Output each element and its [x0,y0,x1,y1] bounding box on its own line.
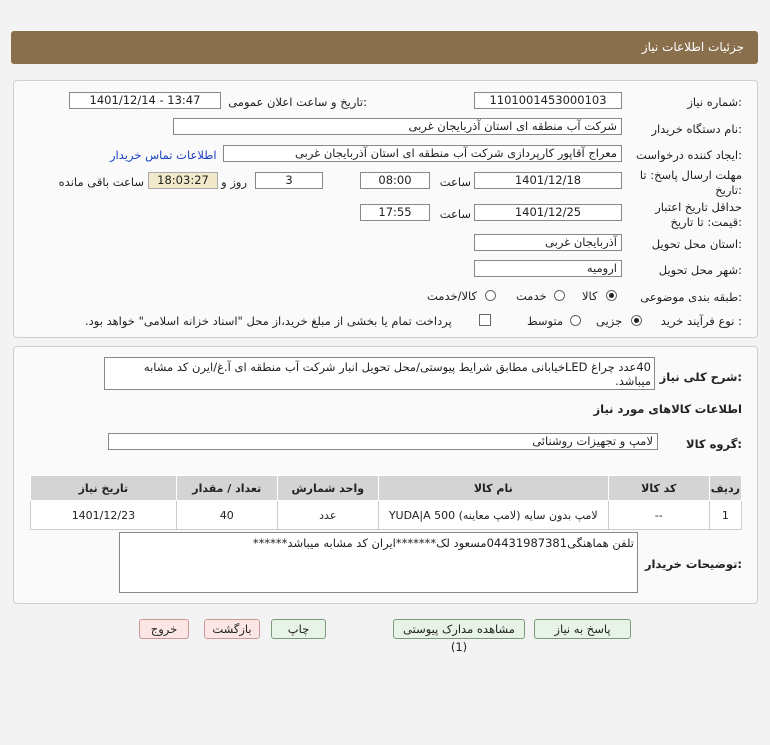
province-field: آذربایجان غربی [474,234,622,251]
cell-quantity: 40 [176,501,277,530]
col-need-date: تاریخ نیاز [31,476,177,501]
validity-date-field: 1401/12/25 [474,204,622,221]
table-row [31,501,742,530]
goods-section-title: اطلاعات کالاهای مورد نیاز [593,402,742,416]
creator-label: ایجاد کننده درخواست: [636,148,742,162]
days-field: 3 [255,172,323,189]
buyer-org-label: نام دستگاه خریدار: [651,122,742,136]
description-label: شرح کلی نیاز: [659,370,742,384]
deadline-label-2: تاریخ: [715,183,742,197]
announce-label: تاریخ و ساعت اعلان عمومی: [228,95,367,109]
process-radio-minor[interactable] [631,315,642,326]
print-button[interactable]: چاپ [271,619,326,639]
validity-time-field: 17:55 [360,204,430,221]
category-option-goods: کالا [582,289,598,303]
category-option-goods-service: کالا/خدمت [427,289,478,303]
page-title: جزئیات اطلاعات نیاز [641,40,744,54]
col-quantity: تعداد / مقدار [176,476,277,501]
process-radio-medium[interactable] [570,315,581,326]
col-row: ردیف [709,476,741,501]
cell-need-date: 1401/12/23 [31,501,177,530]
deadline-time-label: ساعت [439,175,471,189]
buyer-notes-label: توضیحات خریدار: [644,557,742,571]
buyer-notes-field [119,532,638,593]
reply-button[interactable]: پاسخ به نیاز [534,619,631,639]
deadline-label-1: مهلت ارسال پاسخ: تا [639,168,742,182]
cell-code: -- [608,501,709,530]
city-label: شهر محل تحویل: [658,263,742,277]
cell-name: لامپ بدون سایه (لامپ معاینه) YUDA|A 500 [378,501,608,530]
col-name: نام کالا [378,476,608,501]
process-option-minor: جزیی [596,314,623,328]
treasury-payment-note: پرداخت تمام یا بخشی از مبلغ خرید،از محل "اسناد خزانه اسلامی" خواهد بود. [85,314,452,328]
days-label: روز و [221,175,247,189]
treasury-payment-checkbox[interactable] [479,314,491,326]
province-label: استان محل تحویل: [651,237,742,251]
category-radio-goods-service[interactable] [485,290,496,301]
goods-table [30,475,742,530]
need-number-label: شماره نیاز: [687,95,742,109]
goods-group-field: لامپ و تجهیزات روشنائی [108,433,658,450]
exit-button[interactable]: خروج [139,619,189,639]
col-unit: واحد شمارش [277,476,378,501]
deadline-time-field: 08:00 [360,172,430,189]
remaining-label: ساعت باقی مانده [58,175,144,189]
category-radio-service[interactable] [554,290,565,301]
goods-table-header [31,476,742,501]
announce-field: 1401/12/14 - 13:47 [69,92,221,109]
contact-buyer-link[interactable]: اطلاعات تماس خریدار [110,148,217,162]
description-text: 40عدد چراغ LEDخیابانی مطابق شرایط پیوستی/محل تحویل انبار شرکت آب منطقه ای آ.غ/ایرن کد مشابه میباشد. [143,360,651,388]
creator-field: معراج آقاپور کارپردازی شرکت آب منطقه ای استان آذربایجان غربی [223,145,622,162]
category-label: طبقه بندی موضوعی: [640,290,742,304]
process-option-medium: متوسط [527,314,564,328]
deadline-date-field: 1401/12/18 [474,172,622,189]
city-field: ارومیه [474,260,622,277]
process-label: نوع فرآیند خرید : [660,314,742,328]
back-button[interactable]: بازگشت [204,619,260,639]
goods-group-label: گروه کالا: [686,437,742,451]
cell-row: 1 [709,501,741,530]
description-field [104,357,655,390]
validity-label-1: حداقل تاریخ اعتبار [655,200,742,214]
validity-time-label: ساعت [439,207,471,221]
buyer-notes-text: تلفن هماهنگی04431987381مسعود لک*******ایران کد مشابه میباشد****** [252,536,634,550]
view-attachments-button[interactable]: مشاهده مدارک پیوستی (1) [393,619,525,639]
buyer-org-field: شرکت آب منطقه ای استان آذربایجان غربی [173,118,622,135]
category-radio-goods[interactable] [606,290,617,301]
col-code: کد کالا [608,476,709,501]
page-header [11,31,758,64]
category-option-service: خدمت [516,289,547,303]
validity-label-2: قیمت: تا تاریخ: [670,215,742,229]
cell-unit: عدد [277,501,378,530]
need-number-field: 1101001453000103 [474,92,622,109]
remaining-time-field: 18:03:27 [148,172,218,189]
